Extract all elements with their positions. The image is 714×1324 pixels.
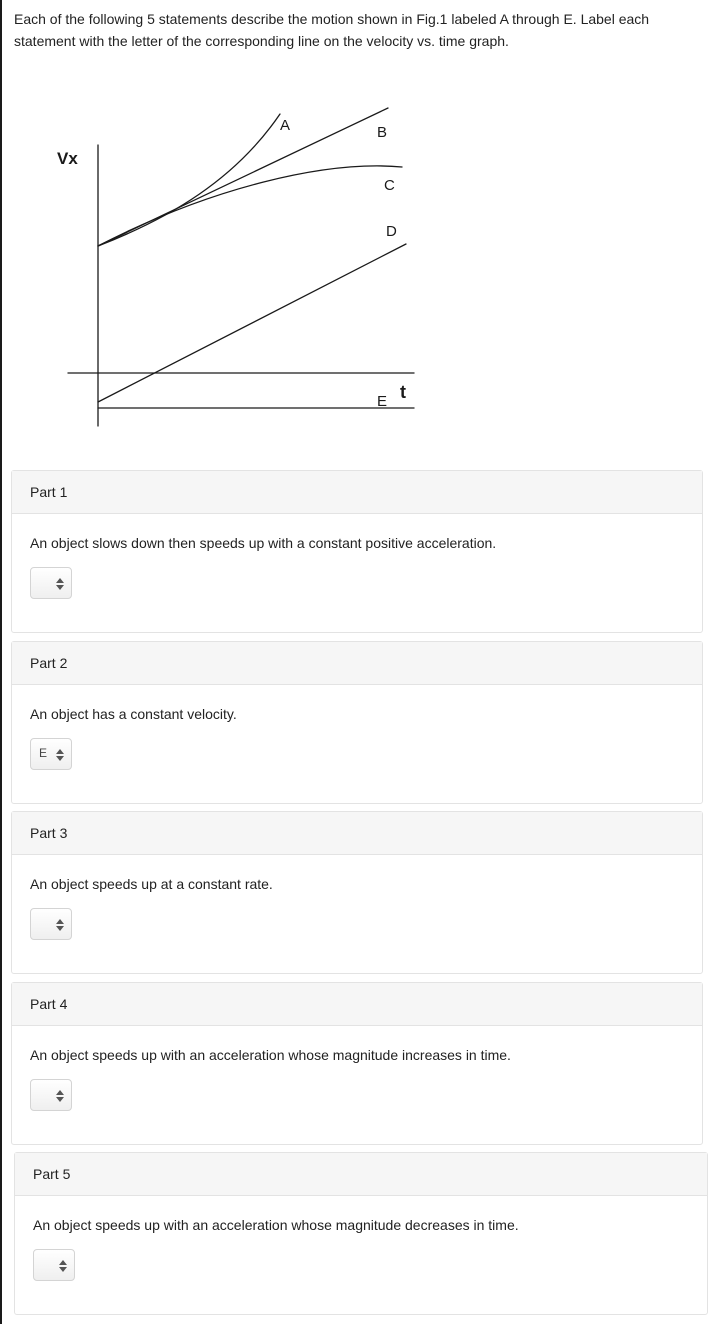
part-1-card — [11, 470, 703, 633]
select-arrows-icon — [59, 1260, 67, 1272]
select-arrows-icon — [56, 1090, 64, 1102]
select-arrows-icon — [56, 749, 64, 761]
line-label-e: E — [377, 393, 388, 410]
part-3-statement: An object speeds up at a constant rate. — [30, 876, 273, 892]
part-2-card — [11, 641, 703, 804]
part-5-statement: An object speeds up with an acceleration whose magnitude decreases in time. — [33, 1217, 519, 1233]
line-c — [98, 166, 402, 246]
line-label-d: D — [386, 223, 397, 240]
part-1-header: Part 1 — [12, 471, 702, 514]
part-3-header: Part 3 — [12, 812, 702, 855]
part-3-card — [11, 811, 703, 974]
line-label-b: B — [377, 124, 388, 141]
part-4-answer-select[interactable] — [30, 1079, 72, 1111]
part-2-answer-select[interactable] — [30, 738, 72, 770]
line-label-a: A — [280, 117, 291, 134]
part-4-header: Part 4 — [12, 983, 702, 1026]
part-4-statement: An object speeds up with an acceleration whose magnitude increases in time. — [30, 1047, 511, 1063]
part-1-answer-select[interactable] — [30, 567, 72, 599]
x-axis-label: t — [400, 382, 406, 402]
line-label-c: C — [384, 177, 395, 194]
line-d — [98, 244, 406, 402]
velocity-time-graph — [40, 100, 440, 440]
part-2-selected-value: E — [39, 746, 48, 760]
part-3-answer-select[interactable] — [30, 908, 72, 940]
line-a — [98, 114, 280, 246]
part-5-header: Part 5 — [15, 1153, 707, 1196]
part-5-card — [14, 1152, 708, 1315]
left-border — [0, 0, 2, 1324]
part-4-card — [11, 982, 703, 1145]
graph-svg — [40, 100, 440, 440]
select-arrows-icon — [56, 919, 64, 931]
part-2-statement: An object has a constant velocity. — [30, 706, 237, 722]
instructions-text: Each of the following 5 statements describe the motion shown in Fig.1 labeled A through E. Label each statement with the letter of the corresponding line on the velocity vs. time graph. — [14, 11, 650, 49]
y-axis-label: Vx — [57, 149, 78, 168]
select-arrows-icon — [56, 578, 64, 590]
part-1-statement: An object slows down then speeds up with a constant positive acceleration. — [30, 535, 497, 551]
part-2-header: Part 2 — [12, 642, 702, 685]
part-5-answer-select[interactable] — [33, 1249, 75, 1281]
